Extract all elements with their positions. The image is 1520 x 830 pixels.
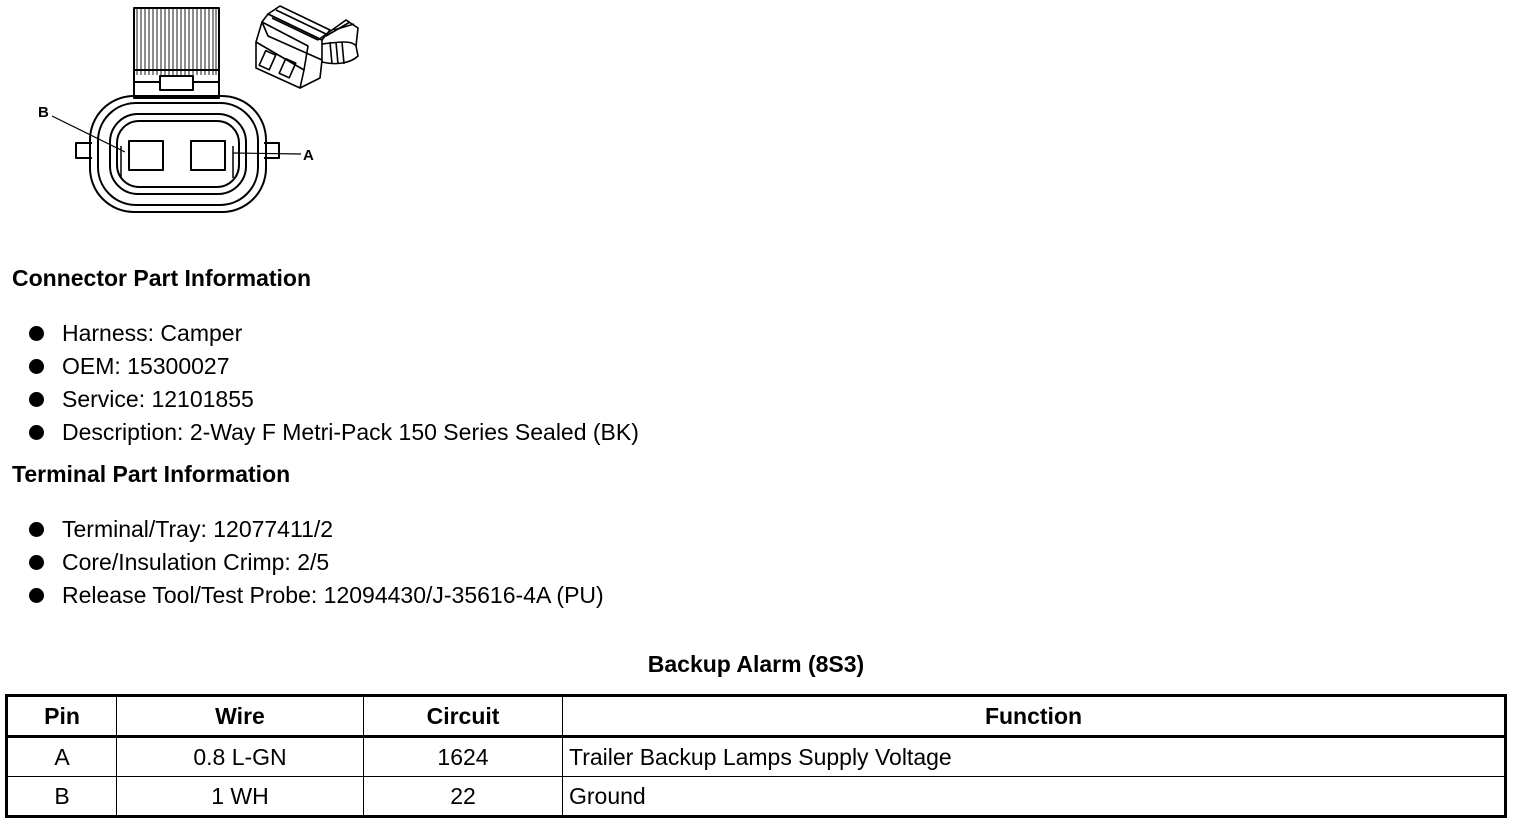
cell-pin: A [7, 737, 117, 777]
list-item [0, 580, 604, 613]
list-item [0, 417, 639, 450]
list-item [0, 514, 604, 547]
cavity-a [191, 141, 225, 170]
connector-diagram [0, 0, 380, 230]
pin-label-b: B [38, 104, 49, 121]
column-header-function: Function [563, 696, 1506, 737]
table-title: Backup Alarm (8S3) [647, 651, 865, 677]
cell-wire: 1 WH [117, 777, 364, 817]
list-item-text: Terminal/Tray: 12077411/2 [62, 516, 334, 542]
column-header-pin: Pin [7, 696, 117, 737]
list-item-text: OEM: 15300027 [62, 353, 230, 379]
pin-label-a: A [303, 147, 314, 164]
column-header-circuit: Circuit [364, 696, 563, 737]
connector-part-info-list [0, 318, 639, 450]
cell-circuit: 1624 [364, 737, 563, 777]
bullet-icon [29, 522, 44, 537]
table-row [7, 737, 1506, 777]
pin-b-leader [52, 116, 125, 152]
list-item [0, 547, 604, 580]
list-item-text: Service: 12101855 [62, 386, 254, 412]
connector-housing [76, 96, 279, 212]
connector-isometric-view [256, 6, 358, 88]
terminal-part-info-heading: Terminal Part Information [12, 461, 291, 487]
connector-part-info-heading: Connector Part Information [12, 265, 312, 291]
list-item-text: Release Tool/Test Probe: 12094430/J-35616-4A (PU) [62, 582, 604, 608]
cell-function: Trailer Backup Lamps Supply Voltage [563, 737, 1506, 777]
table-row [7, 777, 1506, 817]
cell-function: Ground [563, 777, 1506, 817]
bullet-icon [29, 425, 44, 440]
column-header-wire: Wire [117, 696, 364, 737]
bullet-icon [29, 359, 44, 374]
bullet-icon [29, 588, 44, 603]
list-item-text: Harness: Camper [62, 320, 243, 346]
list-item-text: Description: 2-Way F Metri-Pack 150 Series Sealed (BK) [62, 419, 639, 445]
cell-wire: 0.8 L-GN [117, 737, 364, 777]
bullet-icon [29, 555, 44, 570]
connector-lock-tab [134, 8, 219, 98]
cavity-b [129, 141, 163, 170]
terminal-part-info-list [0, 514, 604, 613]
bullet-icon [29, 326, 44, 341]
table-header-row [7, 696, 1506, 737]
list-item [0, 384, 639, 417]
pinout-table [5, 694, 1507, 818]
cell-circuit: 22 [364, 777, 563, 817]
list-item [0, 318, 639, 351]
list-item [0, 351, 639, 384]
cell-pin: B [7, 777, 117, 817]
pin-a-leader [233, 153, 301, 154]
bullet-icon [29, 392, 44, 407]
list-item-text: Core/Insulation Crimp: 2/5 [62, 549, 330, 575]
